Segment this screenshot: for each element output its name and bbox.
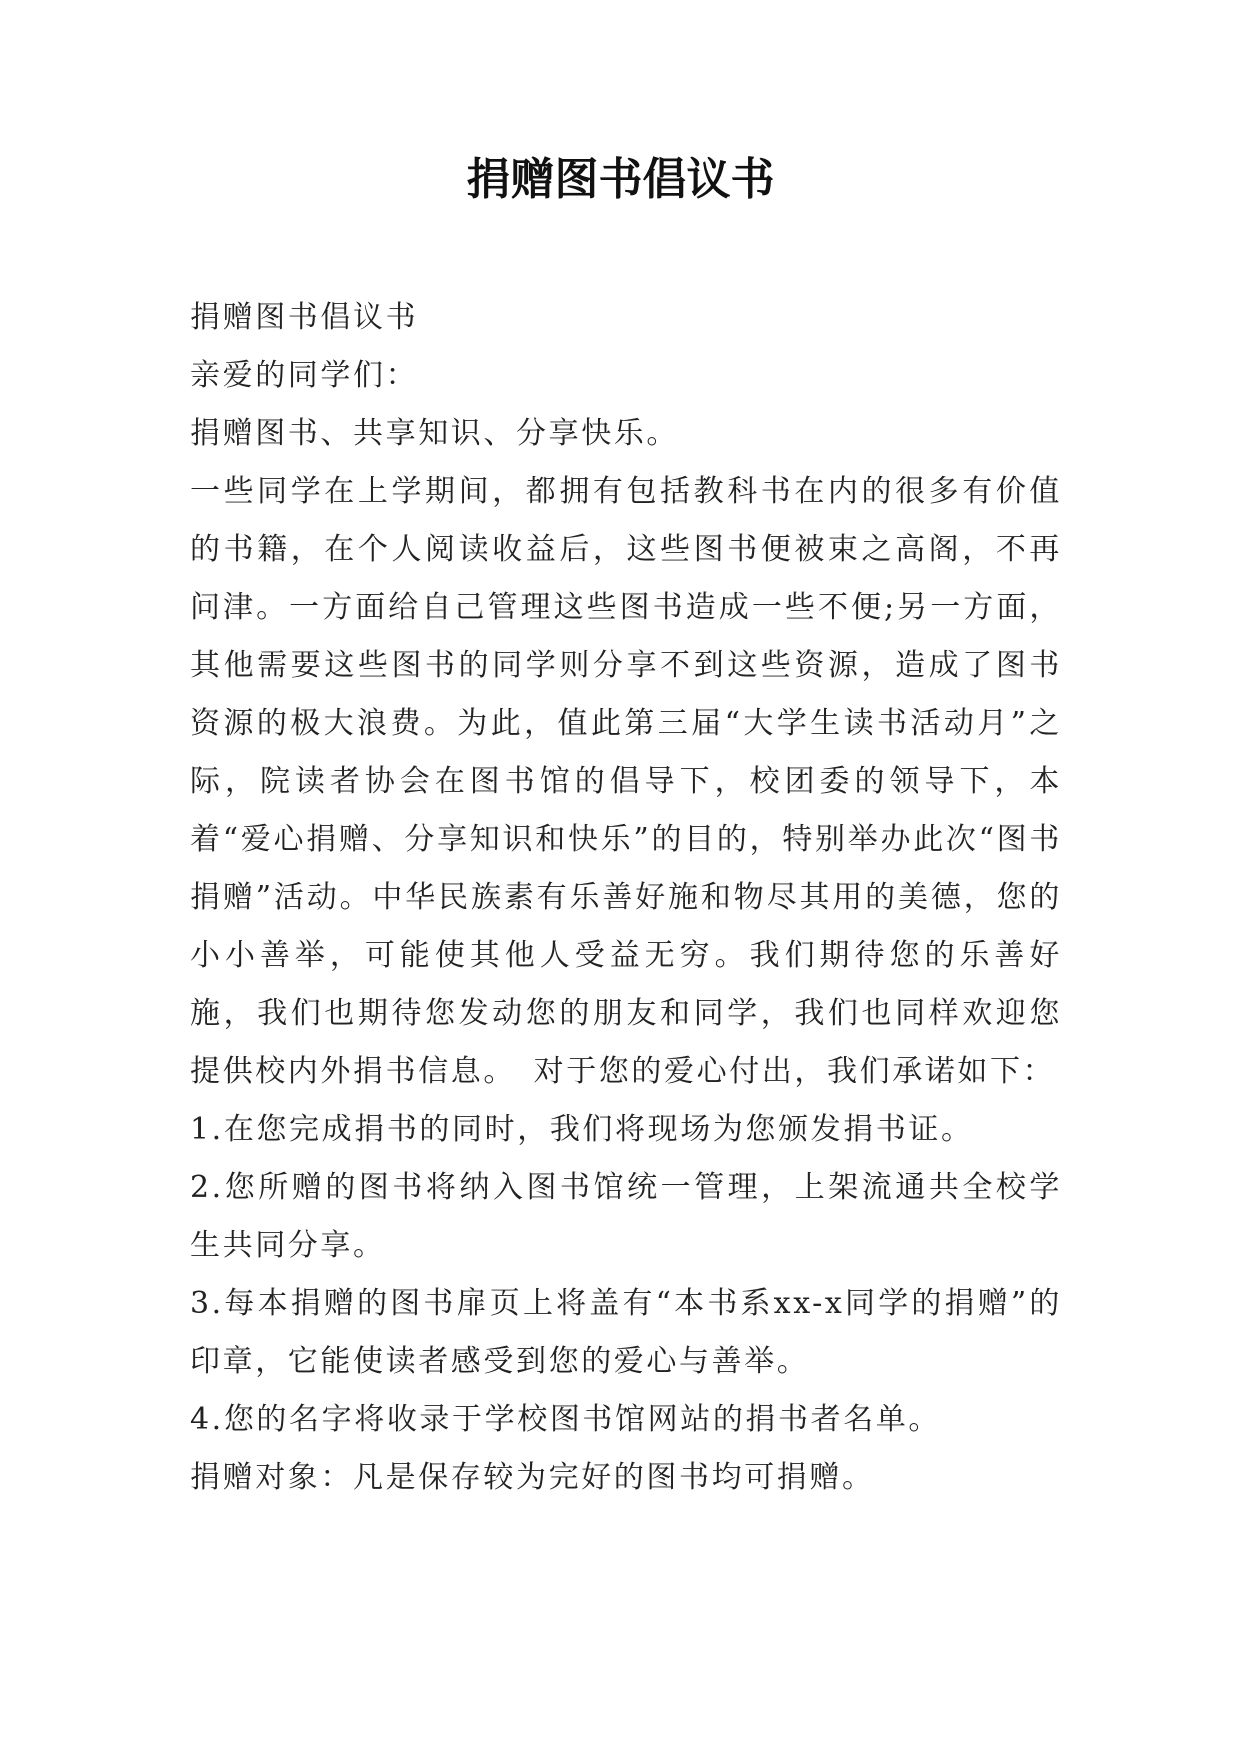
- main-paragraph: 一些同学在上学期间，都拥有包括教科书在内的很多有价值的书籍，在个人阅读收益后，这些图书便被束之高阁，不再问津。一方面给自己管理这些图书造成一些不便;另一方面，其他需要这些图书的同学则分享不到这些资源，造成了图书资源的极大浪费。为此，值此第三届“大学生读书活动月”之际，院读者协会在图书馆的倡导下，校团委的领导下，本着“爱心捐赠、分享知识和快乐”的目的，特别举办此次“图书捐赠”活动。中华民族素有乐善好施和物尽其用的美德，您的小小善举，可能使其他人受益无穷。我们期待您的乐善好施，我们也期待您发动您的朋友和同学，我们也同样欢迎您提供校内外捐书信息。 对于您的爱心付出，我们承诺如下：: [190, 474, 1062, 1089]
- document-title: 捐赠图书倡议书: [466, 154, 775, 205]
- greeting: 亲爱的同学们：: [190, 358, 419, 393]
- commitment-item-2: 2.您所赠的图书将纳入图书馆统一管理，上架流通共全校学生共同分享。: [190, 1170, 1062, 1263]
- commitment-item-4: 4.您的名字将收录于学校图书馆网站的捐书者名单。: [190, 1402, 942, 1437]
- commitment-item-3: 3.每本捐赠的图书扉页上将盖有“本书系xx-x同学的捐赠”的印章，它能使读者感受到您的爱心与善举。: [190, 1286, 1062, 1379]
- document-subtitle: 捐赠图书倡议书: [190, 300, 419, 335]
- commitment-item-1: 1.在您完成捐书的同时，我们将现场为您颁发捐书证。: [190, 1112, 974, 1147]
- slogan: 捐赠图书、共享知识、分享快乐。: [190, 416, 679, 451]
- donation-target: 捐赠对象：凡是保存较为完好的图书均可捐赠。: [190, 1460, 875, 1495]
- document-body: [190, 289, 1062, 1507]
